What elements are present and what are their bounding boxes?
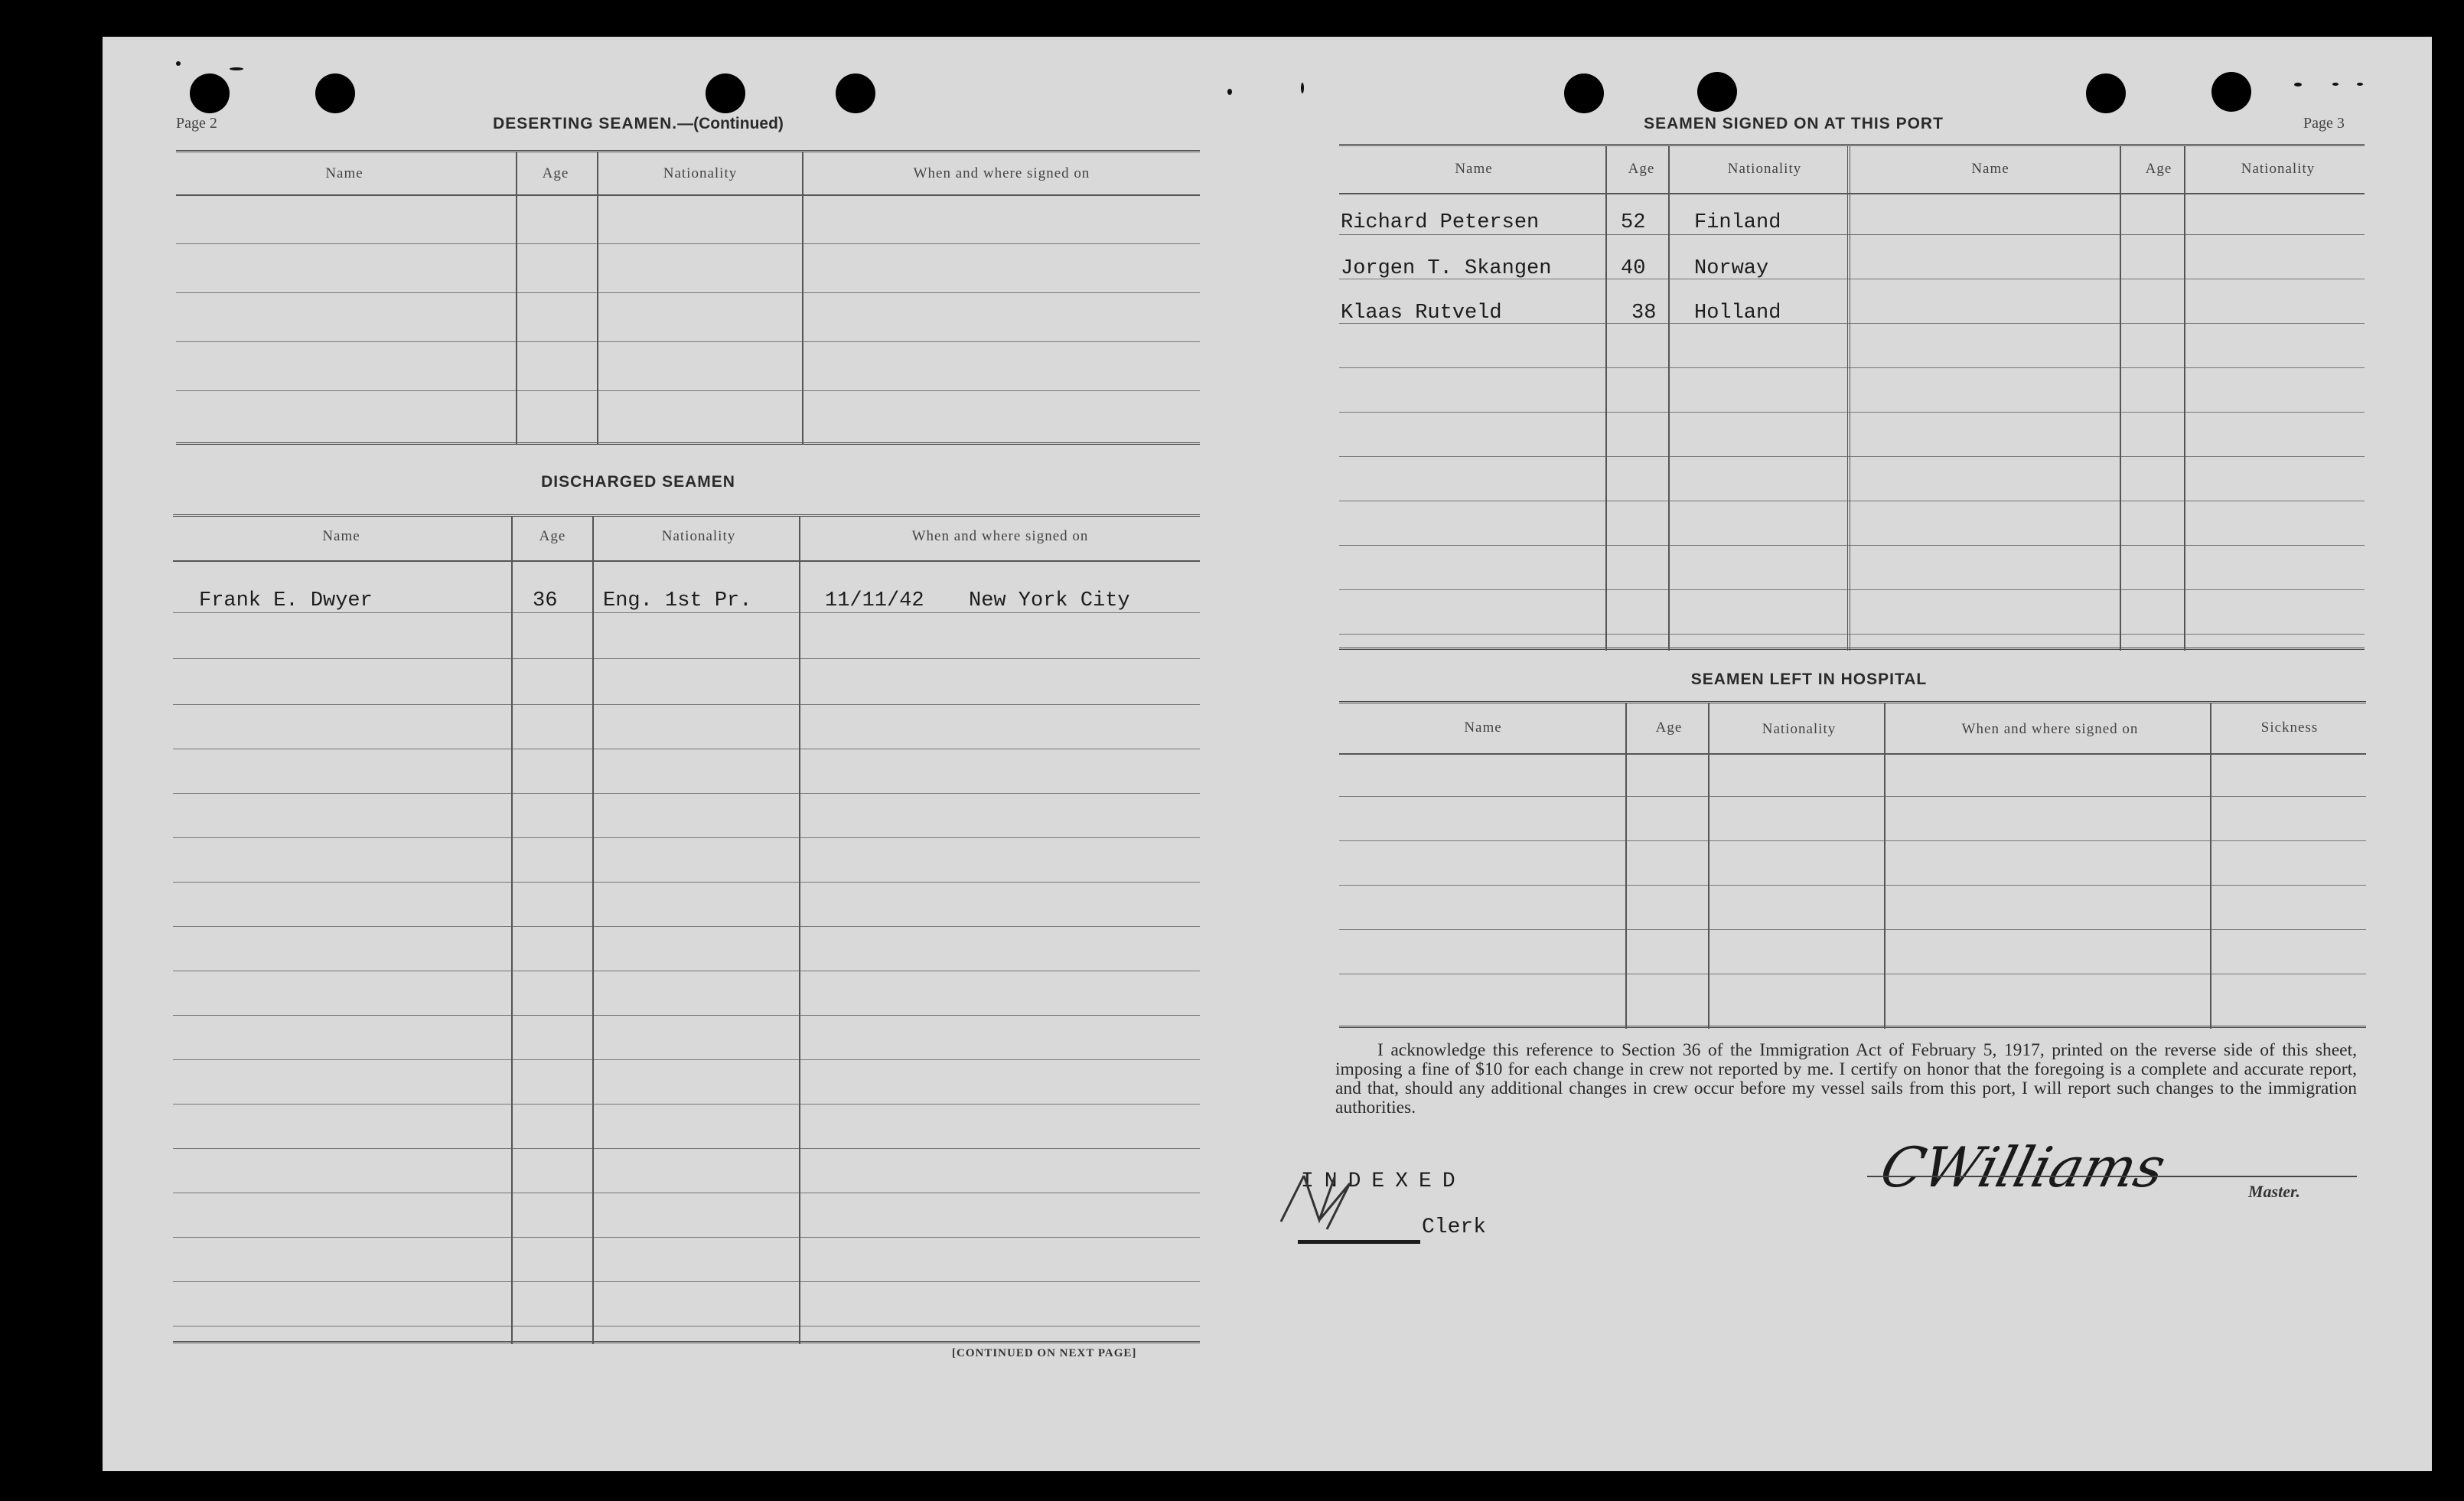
- punch-hole: [1564, 73, 1604, 113]
- signed-on-name: Klaas Rutveld: [1341, 302, 1502, 325]
- deserting-continued: —(Continued): [677, 115, 784, 132]
- signed-on-age: 38: [1631, 302, 1657, 325]
- speck: [2332, 83, 2339, 86]
- punch-hole: [1697, 72, 1737, 112]
- signed-on-name: Richard Petersen: [1341, 211, 1540, 234]
- col-age: Age: [542, 165, 569, 181]
- col-nationality-2: Nationality: [2241, 161, 2316, 177]
- col-sickness: Sickness: [2260, 720, 2319, 736]
- clerk-underline: [1298, 1240, 1420, 1244]
- col-nationality: Nationality: [661, 528, 736, 544]
- col-nationality: Nationality: [663, 165, 738, 181]
- col-name: Name: [325, 165, 363, 181]
- speck: [176, 61, 181, 66]
- col-age: Age: [1628, 161, 1655, 177]
- deserting-seamen-title: [409, 115, 868, 133]
- signed-on-nationality: Norway: [1694, 257, 1769, 280]
- col-nationality: Nationality: [1762, 721, 1837, 737]
- statement-text: I acknowledge this reference to Section 36 of the Immigration Act of February 5, 1917, printed on the reverse side of this sheet, imposing a fine of $10 for each change in crew not reported by me. I certify on honor that the foregoing is a complete and accurate report, and that, should any additional changes in crew occur before my vessel sails from this port, I will report such changes to the immigration authorities.: [1335, 1040, 2357, 1118]
- signed-on-nationality: Holland: [1694, 302, 1781, 325]
- col-age: Age: [1655, 720, 1683, 736]
- discharged-place: New York City: [969, 589, 1130, 612]
- manifest-sheet: [103, 37, 2432, 1471]
- signed-on-name: Jorgen T. Skangen: [1341, 257, 1552, 280]
- speck: [1301, 83, 1304, 93]
- punch-hole: [190, 73, 230, 113]
- speck: [230, 67, 243, 70]
- col-signed-on: When and where signed on: [911, 528, 1089, 544]
- punch-hole: [836, 73, 875, 113]
- master-statement: [1335, 1041, 2357, 1118]
- discharged-seamen-title: DISCHARGED SEAMEN: [541, 473, 735, 491]
- clerk-label: Clerk: [1422, 1215, 1487, 1239]
- signed-on-age: 40: [1621, 257, 1646, 280]
- page-number-right: Page 3: [2303, 115, 2345, 132]
- col-name: Name: [322, 528, 360, 544]
- col-nationality: Nationality: [1727, 161, 1802, 177]
- col-name: Name: [1464, 720, 1502, 736]
- discharged-date: 11/11/42: [825, 589, 924, 612]
- speck: [2294, 83, 2302, 86]
- page-number-left: Page 2: [176, 115, 217, 132]
- speck: [2357, 83, 2363, 86]
- signature-line: [1867, 1176, 2357, 1177]
- speck: [1227, 89, 1232, 95]
- hospital-title: SEAMEN LEFT IN HOSPITAL: [1690, 671, 1928, 688]
- master-signature: [1863, 1124, 2199, 1208]
- deserting-title-text: DESERTING SEAMEN.: [493, 115, 678, 132]
- continued-note: [CONTINUED ON NEXT PAGE]: [952, 1347, 1137, 1359]
- col-age-2: Age: [2145, 161, 2172, 177]
- discharged-nationality: Eng. 1st Pr.: [603, 589, 752, 612]
- discharged-age: 36: [533, 589, 558, 612]
- master-label: Master.: [2248, 1182, 2300, 1201]
- col-name-2: Name: [1971, 161, 2009, 177]
- signed-on-title: SEAMEN SIGNED ON AT THIS PORT: [1644, 115, 1944, 132]
- punch-hole: [706, 73, 745, 113]
- col-signed-on: When and where signed on: [913, 165, 1090, 181]
- clerk-initials-mark: [1273, 1160, 1396, 1237]
- indexed-stamp: INDEXED: [1301, 1170, 1466, 1193]
- punch-hole: [315, 73, 355, 113]
- punch-hole: [2211, 72, 2251, 112]
- discharged-name: Frank E. Dwyer: [199, 589, 373, 612]
- punch-hole: [2086, 73, 2126, 113]
- col-signed-on: When and where signed on: [1961, 721, 2139, 737]
- col-name: Name: [1455, 161, 1493, 177]
- col-age: Age: [539, 528, 566, 544]
- signature-text: CWilliams: [1874, 1136, 2172, 1200]
- signed-on-age: 52: [1621, 211, 1646, 234]
- signed-on-nationality: Finland: [1694, 211, 1781, 234]
